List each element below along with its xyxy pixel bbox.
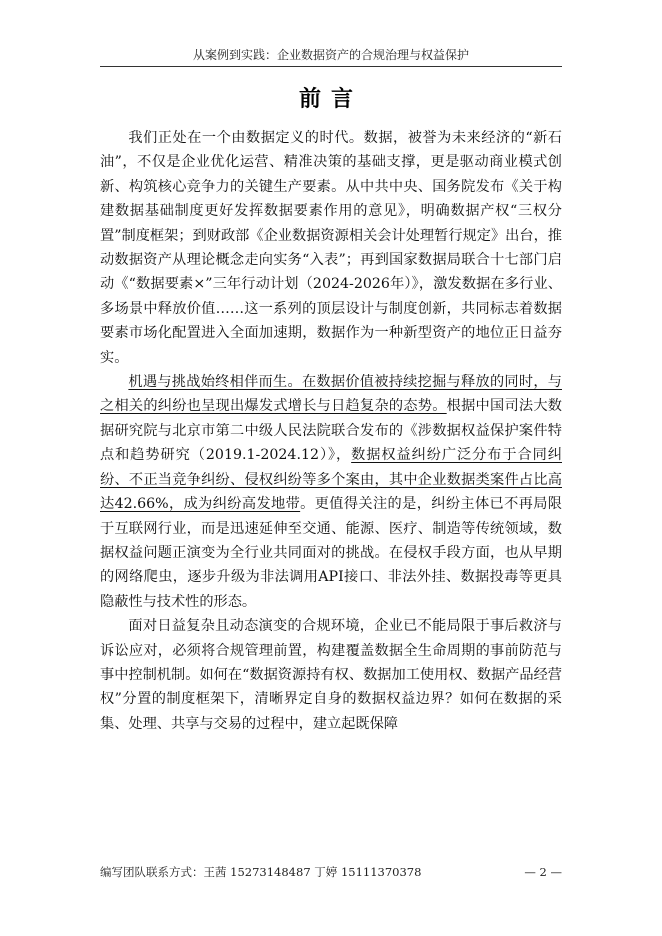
paragraph-2-run-4: 。更值得关注的是，纠纷主体已不再局限于互联网行业，而是迅速延伸至交通、能源、医疗、制造等传统领域，数据权益问题正演变为全行业共同面对的挑战。在侵权手段方面，也从早期的网络爬虫，逐步升级为非法调用API接口、非法外挂、数据投毒等更具隐蔽性与技术性的形态。 — [100, 496, 562, 610]
underlined-text: 数据权益纠纷广泛分布于合同纠纷、不正当竞争纠纷、侵权纠纷等多个案由，其中企业数据类案件占比高达42.66%，成为纠纷高发地带 — [100, 447, 562, 513]
header-divider — [100, 66, 562, 67]
paragraph-2-run-2: 根据中国司法大数据研究院与北京市第二中级人民法院联合发布的《涉数据权益保护案件特点和趋势研究（2019.1-2024.12）》， — [100, 398, 562, 464]
paragraph-1-run-1: 我们正处在一个由数据定义的时代。数据，被誉为未来经济的“新石油”，不仅是企业优化运营、精准决策的基础支撑，更是驱动商业模式创新、构筑核心竞争力的关键生产要素。从中共中央、国务院发布《关于构建数据基础制度更好发挥数据要素作用的意见》，明确数据产权“三权分置”制度框架；到财政部《企业数据资源相关会计处理暂行规定》出台，推动数据资产从理论概念走向实务“入表”；再到国家数据局联合十七部门启动《“数据要素×”三年行动计划（2024-2026年）》，激发数据在多行业、多场景中释放价值……这一系列的顶层设计与制度创新，共同标志着数据要素市场化配置进入全面加速期，数据作为一种新型资产的地位正日益夯实。 — [100, 130, 562, 366]
paragraph-3 — [100, 614, 562, 736]
body-text — [100, 126, 562, 736]
page-title: 前言 — [298, 86, 363, 112]
paragraph-1 — [100, 126, 562, 370]
page-number: — 2 — — [524, 865, 562, 879]
footer-contact: 编写团队联系方式：王茜 15273148487 丁婷 15111370378 — [100, 865, 422, 879]
paragraph-2 — [100, 370, 562, 614]
underlined-text: 机遇与挑战始终相伴而生。在数据价值被持续挖掘与释放的同时，与之相关的纠纷也呈现出爆发式增长与日趋复杂的态势。 — [100, 374, 562, 415]
running-header: 从案例到实践：企业数据资产的合规治理与权益保护 — [192, 48, 469, 62]
paragraph-3-run-1: 面对日益复杂且动态演变的合规环境，企业已不能局限于事后救济与诉讼应对，必须将合规管理前置，构建覆盖数据全生命周期的事前防范与事中控制机制。如何在“数据资源持有权、数据加工使用权、数据产品经营权”分置的制度框架下，清晰界定自身的数据权益边界？如何在数据的采集、处理、共享与交易的过程中，建立起既保障 — [100, 618, 562, 732]
